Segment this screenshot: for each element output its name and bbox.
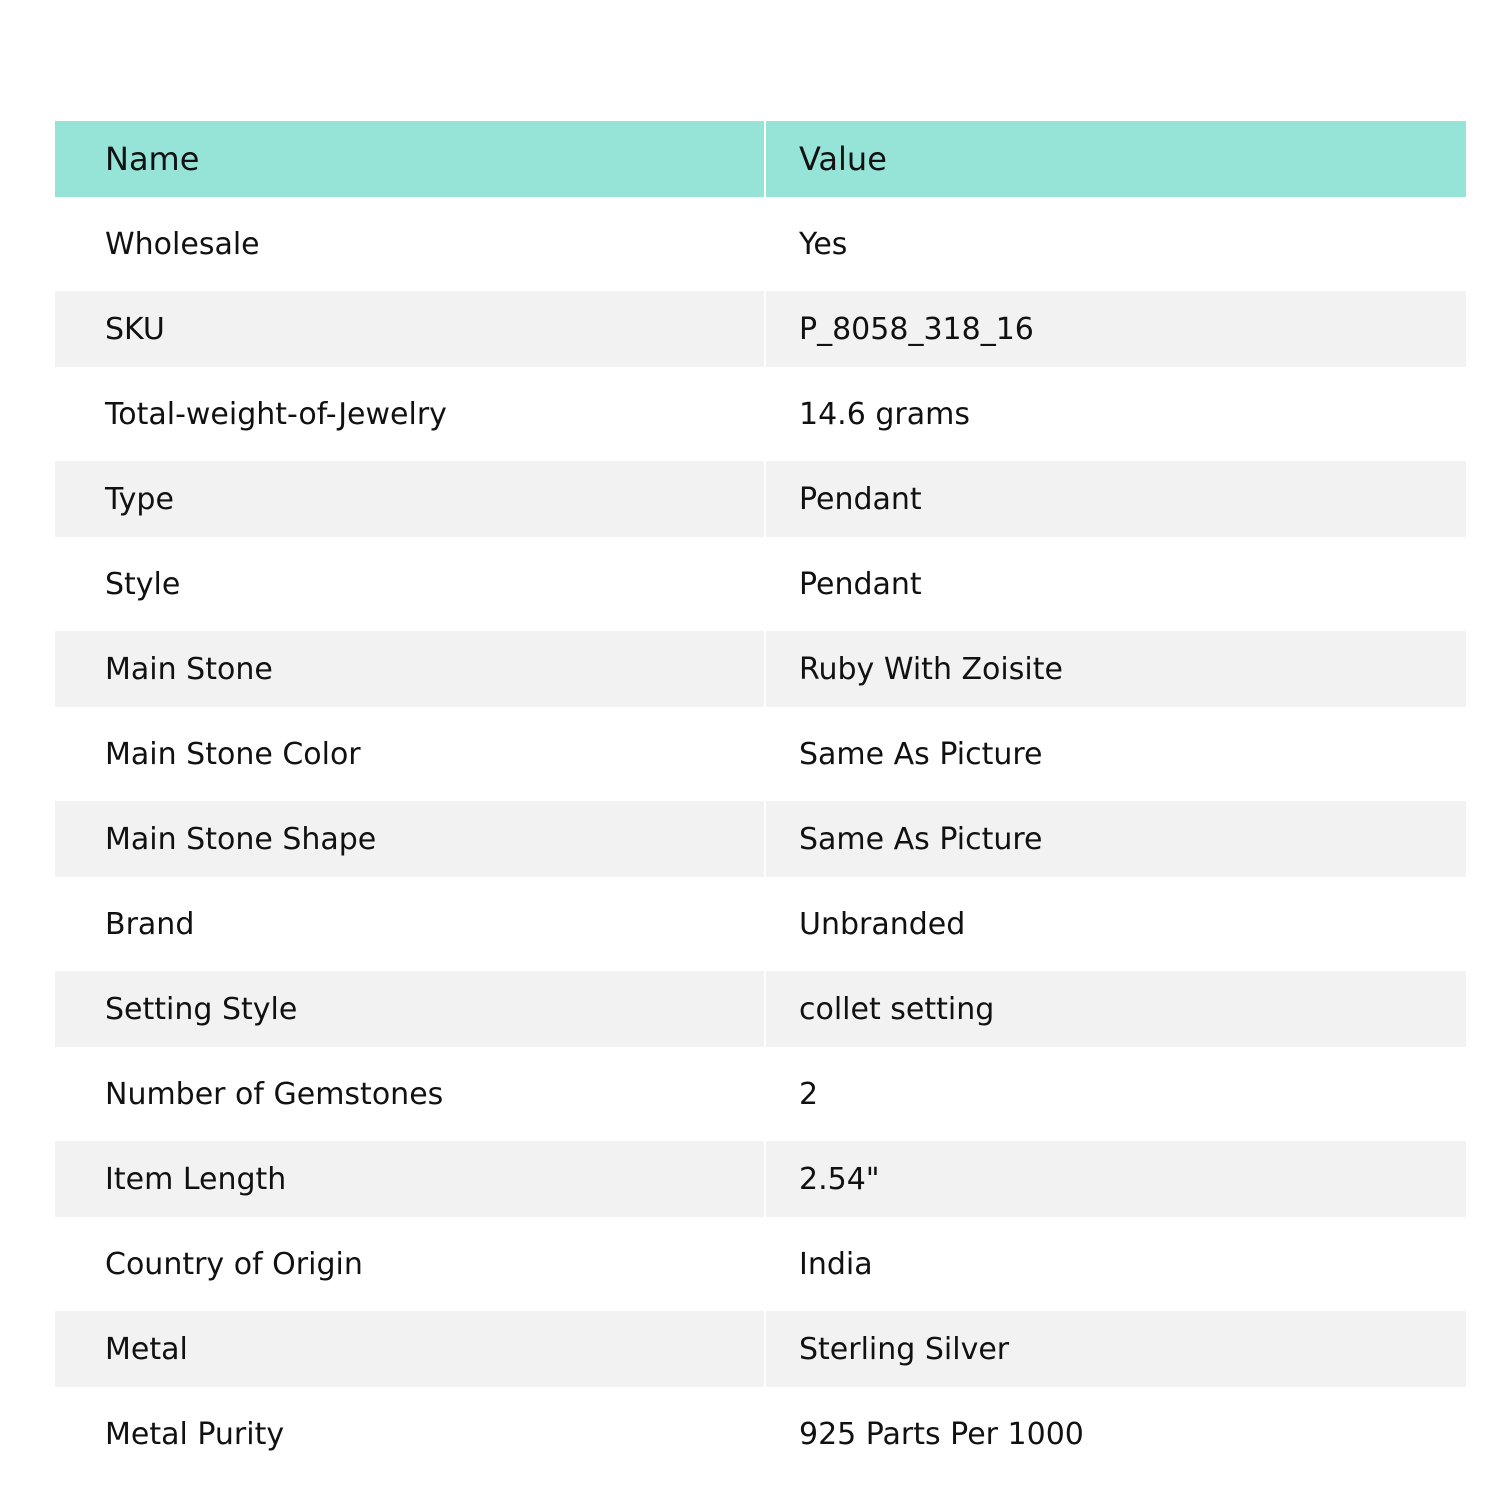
row-value-cell: Pendant	[766, 537, 1466, 631]
row-value-cell: 2	[766, 1047, 1466, 1141]
row-value-cell: Yes	[766, 197, 1466, 291]
table-row	[55, 1217, 1466, 1311]
table-header-row	[55, 121, 1466, 197]
table-row	[55, 631, 1466, 707]
row-value-cell: 2.54"	[766, 1141, 1466, 1217]
table-row	[55, 367, 1466, 461]
row-value-cell: Sterling Silver	[766, 1311, 1466, 1387]
row-name-cell: SKU	[55, 291, 766, 367]
row-name-cell: Wholesale	[55, 197, 766, 291]
column-header-name: Name	[55, 121, 766, 197]
row-name-cell: Brand	[55, 877, 766, 971]
row-value-cell: 14.6 grams	[766, 367, 1466, 461]
row-name-cell: Type	[55, 461, 766, 537]
table-row	[55, 1311, 1466, 1387]
row-name-cell: Main Stone	[55, 631, 766, 707]
table-row	[55, 877, 1466, 971]
row-value-cell: collet setting	[766, 971, 1466, 1047]
row-name-cell: Item Length	[55, 1141, 766, 1217]
row-name-cell: Main Stone Shape	[55, 801, 766, 877]
table-row	[55, 291, 1466, 367]
table-row	[55, 1047, 1466, 1141]
row-name-cell: Main Stone Color	[55, 707, 766, 801]
table-row	[55, 537, 1466, 631]
row-name-cell: Style	[55, 537, 766, 631]
table-row	[55, 801, 1466, 877]
table-row	[55, 197, 1466, 291]
row-value-cell: India	[766, 1217, 1466, 1311]
row-value-cell: 925 Parts Per 1000	[766, 1387, 1466, 1481]
row-name-cell: Number of Gemstones	[55, 1047, 766, 1141]
specifications-table	[55, 121, 1466, 1481]
table-row	[55, 707, 1466, 801]
row-name-cell: Metal Purity	[55, 1387, 766, 1481]
row-name-cell: Setting Style	[55, 971, 766, 1047]
table-row	[55, 1387, 1466, 1481]
row-value-cell: Same As Picture	[766, 801, 1466, 877]
row-name-cell: Country of Origin	[55, 1217, 766, 1311]
row-value-cell: P_8058_318_16	[766, 291, 1466, 367]
row-name-cell: Total-weight-of-Jewelry	[55, 367, 766, 461]
column-header-value: Value	[766, 121, 1466, 197]
row-value-cell: Same As Picture	[766, 707, 1466, 801]
row-value-cell: Ruby With Zoisite	[766, 631, 1466, 707]
row-value-cell: Pendant	[766, 461, 1466, 537]
row-value-cell: Unbranded	[766, 877, 1466, 971]
row-name-cell: Metal	[55, 1311, 766, 1387]
table-row	[55, 1141, 1466, 1217]
table-row	[55, 461, 1466, 537]
table-row	[55, 971, 1466, 1047]
